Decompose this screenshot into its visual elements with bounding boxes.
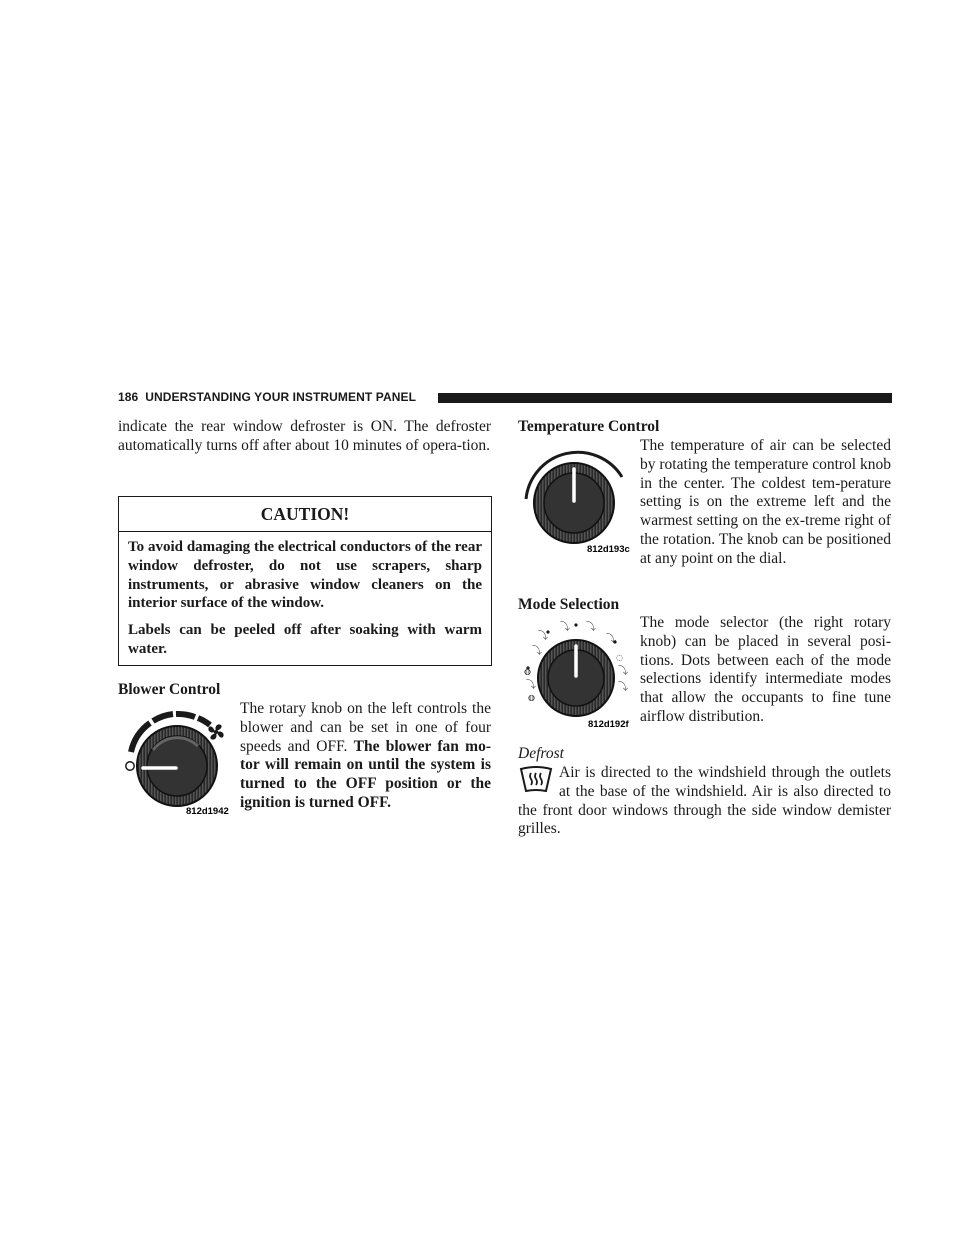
header-rule: [438, 393, 892, 403]
defrost-mode-icon: ◍: [528, 693, 535, 702]
defrost-icon: [518, 765, 556, 795]
blower-paragraph: [240, 700, 491, 813]
intro-paragraph: indicate the rear window defroster is ON. The defroster automatically turns off after about 10 minutes of opera-tion.: [118, 418, 491, 454]
fan-icon: [208, 724, 223, 739]
blower-knob-figure: [118, 706, 236, 818]
page-number: 186: [118, 390, 139, 404]
defrost-heading: Defrost: [518, 745, 564, 762]
mode-knob-figure: [518, 614, 636, 732]
caution-title: CAUTION!: [119, 497, 491, 532]
floor-vent-icon: ⤵: [606, 634, 616, 645]
mix-icon: ⤵: [526, 680, 536, 691]
recirc-icon: ◍: [524, 667, 531, 676]
page-header: [118, 389, 892, 405]
defrost-text: Air is directed to the windshield through the outlets at the base of the windshield. Air is also directed to the front door windows through the side window demister grilles.: [518, 764, 891, 838]
off-indicator-icon: [126, 762, 134, 770]
ac-icon: ◌: [616, 653, 623, 662]
header-text: [118, 390, 416, 404]
temperature-block: [518, 437, 891, 569]
caution-box: [118, 496, 492, 666]
caution-body: [119, 532, 491, 659]
max-defrost-icon: ⤵: [618, 682, 628, 693]
panel-vent-icon: ⤵: [538, 631, 548, 642]
blower-text-block: [240, 700, 491, 813]
temperature-knob-figure: [518, 437, 636, 555]
temperature-heading: Temperature Control: [518, 418, 660, 435]
side-vent-icon: ⤵: [532, 646, 542, 657]
blower-figure-code: 812d1942: [186, 806, 229, 817]
blower-warning-text: The blower fan mo-tor will remain on until the system is turned to the OFF position or the ignition is turned OFF.: [240, 737, 491, 811]
panel-vent-icon-2: ⤵: [560, 622, 570, 633]
blower-text: The rotary knob on the left controls the blower and can be set in one of four speeds and OFF.: [240, 700, 491, 755]
bilevel-icon: ⤵: [586, 622, 596, 633]
temperature-figure-code: 812d193c: [587, 544, 630, 555]
blower-heading: Blower Control: [118, 681, 221, 698]
mode-heading: Mode Selection: [518, 596, 620, 613]
mode-figure-code: 812d192f: [588, 719, 629, 730]
caution-paragraph-1: To avoid damaging the electrical conductors of the rear window defroster, do not use scrapers, sharp instruments, or abrasive window cleaners on the interior surface of the window.: [128, 539, 482, 612]
temperature-text: The temperature of air can be selected by rotating the temperature control knob in the center. The coldest tem-perature setting is on the extreme left and the warmest setting on the ex-treme right of the rotation. The knob can be positioned at any point on the dial.: [640, 437, 891, 567]
defrost-block: [518, 764, 891, 839]
section-title: UNDERSTANDING YOUR INSTRUMENT PANEL: [145, 390, 417, 404]
floor-defrost-icon: ⤵: [618, 666, 628, 677]
caution-paragraph-2: Labels can be peeled off after soaking with warm water.: [128, 622, 482, 657]
mode-block: [518, 614, 891, 732]
mode-text: The mode selector (the right rotary knob) can be placed in several posi-tions. Dots between each of the mode selections identify intermediate modes that allow the occupants to fine tune airflow distribution.: [640, 614, 891, 725]
